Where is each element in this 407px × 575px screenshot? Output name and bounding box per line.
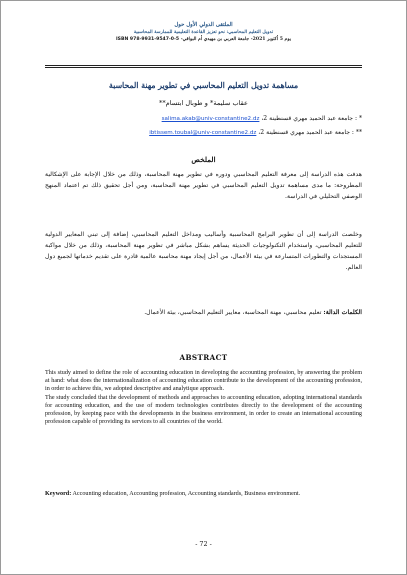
affiliation-1	[45, 115, 362, 122]
paper-authors: عقاب سليمة* و طوبال ابتسام**	[159, 99, 248, 107]
page-content	[45, 1, 362, 574]
conference-header	[45, 21, 362, 43]
english-abstract-paragraph-2: The study concluded that the development of methods and approaches to accounting education, adopting international standards for accounting education, and the use of modern technologies contributes directly to the development of the accounting profession, by keeping pace with the developments in the business environment, in order to create an international accounting profession capable of providing its services to all countries of the world.	[45, 394, 362, 426]
english-abstract-paragraph-1: This study aimed to define the role of accounting education in developing the accounting profession, by answering the problem at hand: what does the internationalization of accounting education contribute to the development of the accounting profession, in order to achieve this, we adopted descriptive and analytique approach.	[45, 370, 362, 393]
conference-date-line	[45, 36, 362, 43]
arabic-keywords-text: تعليم محاسبي، مهنة المحاسبة، معايير التعليم المحاسبي، بيئة الأعمال.	[144, 309, 322, 316]
affiliation-1-text: * : جامعة عبد الحميد مهري قسنطينة 2،	[261, 115, 362, 122]
affiliation-2-text: ** : جامعة عبد الحميد مهري قسنطينة 2،	[258, 129, 362, 136]
english-abstract-body	[45, 369, 362, 426]
page-number: - 72 -	[195, 540, 212, 548]
affiliation-2-email[interactable]: ibtissem.toubal@univ-constantine2.dz	[149, 130, 257, 136]
affiliation-2	[45, 129, 362, 136]
arabic-keywords	[45, 307, 362, 318]
isbn: ISBN 978-9931-9547-0-5	[115, 37, 180, 42]
conference-date: يوم 5 أكتوبر 2021- جامعة العربي بن مهيدي أم البواقي-	[180, 37, 292, 42]
header-rule-2	[45, 67, 362, 68]
arabic-abstract-paragraph-1: هدفت هذه الدراسة إلى معرفة التعليم المحاسبي ودوره في تطوير مهنة المحاسبة، وذلك من خلال الإجابة على الإشكالية المطروحة: ما مدى مساهمة تدويل التعليم المحاسبي في تطوير مهنة المحاسبة، ومن أجل تحقيق ذلك تم اعتماد المنهج الوصفي التحليلي في الدراسة.	[45, 171, 362, 200]
english-abstract-title: ABSTRACT	[179, 353, 228, 362]
conference-line-1: الملتقى الدولي الأول حول	[174, 22, 233, 28]
affiliation-1-email[interactable]: salima.akab@univ-constantine2.dz	[161, 116, 260, 122]
arabic-abstract-title: الملخص	[191, 155, 216, 164]
arabic-abstract-paragraph-2: وخلصت الدراسة إلى أن تطوير البرامج المحاسبية وأساليب ومداخل التعليم المحاسبي، إضافة إلى تبني المعايير الدولية للتعليم المحاسبي، واستخدام التكنولوجيات الحديثة يساهم بشكل مباشر في تطوير مهنة المحاسبة، وذلك من خلال مواكبة المستجدات والتطورات المتسارعة في بيئة الأعمال، من أجل إيجاد مهنة محاسبة عالمية قادرة على تقديم خدماتها لجميع دول العالم.	[45, 231, 362, 271]
english-keywords-text: Accounting education, Accounting profession, Accounting standards, Business environment.	[72, 491, 301, 497]
arabic-keywords-label: الكلمات الدالة:	[323, 309, 362, 316]
paper-title: مساهمة تدويل التعليم المحاسبي في تطوير مهنة المحاسبة	[108, 81, 299, 90]
english-keywords-label: Keyword:	[45, 491, 72, 497]
english-keywords	[45, 490, 362, 498]
header-rule-1	[45, 65, 362, 66]
conference-line-2: تدويل التعليم المحاسبي: نحو تعزيز القاعدة التعليمية للممارسة المحاسبية	[133, 30, 274, 35]
